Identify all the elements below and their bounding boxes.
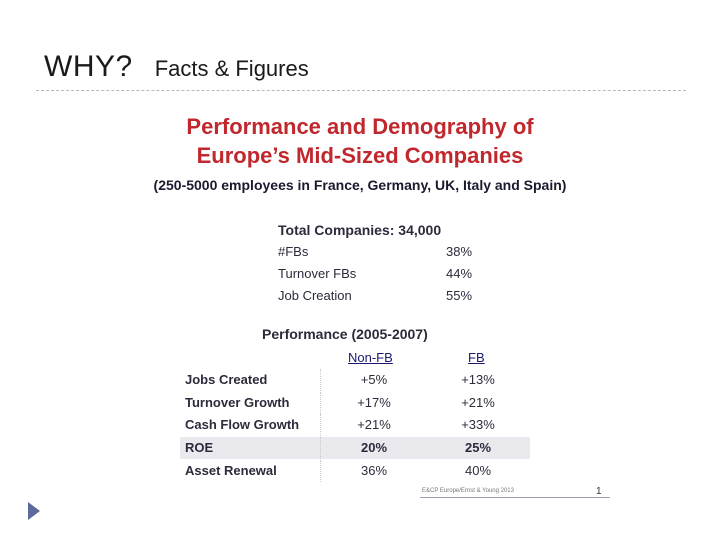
table-row <box>180 414 530 436</box>
column-separator <box>320 437 321 459</box>
table-row <box>180 460 530 482</box>
figure-title-line-1: Performance and Demography of <box>186 114 534 139</box>
figure-scope: (250-5000 employees in France, Germany, UK, Italy and Spain) <box>153 177 567 193</box>
table-row <box>180 392 530 414</box>
fb-value: 40% <box>464 463 492 478</box>
stat-value: 38% <box>446 244 473 259</box>
row-label: Cash Flow Growth <box>185 417 300 432</box>
slide-subheading: Facts & Figures <box>154 56 309 81</box>
stat-row <box>278 244 478 259</box>
stat-label: Job Creation <box>278 288 352 303</box>
row-label: ROE <box>185 440 214 455</box>
table-row <box>180 369 530 391</box>
figure-title <box>120 112 600 170</box>
non-fb-value: 36% <box>360 463 388 478</box>
fb-value: +13% <box>461 372 495 387</box>
stat-label: #FBs <box>278 244 309 259</box>
row-label: Jobs Created <box>185 372 268 387</box>
table-row-highlighted <box>180 437 530 459</box>
header-divider <box>36 90 686 91</box>
stat-row <box>278 288 478 303</box>
stat-value: 44% <box>446 266 473 281</box>
fb-value: 25% <box>464 440 492 455</box>
column-separator <box>320 414 321 436</box>
fb-value: +33% <box>461 417 495 432</box>
stat-label: Turnover FBs <box>278 266 357 281</box>
page-number: 1 <box>596 486 602 497</box>
slide-heading: WHY? <box>44 50 133 83</box>
non-fb-value: 20% <box>360 440 388 455</box>
column-separator <box>320 369 321 391</box>
column-header-non-fb: Non-FB <box>348 350 393 365</box>
stat-row <box>278 266 478 281</box>
slide-header <box>44 50 309 84</box>
stat-value: 55% <box>446 288 473 303</box>
row-label: Turnover Growth <box>185 395 290 410</box>
non-fb-value: +17% <box>357 395 391 410</box>
performance-heading: Performance (2005-2007) <box>262 326 428 342</box>
triangle-bullet-icon <box>28 502 40 520</box>
non-fb-value: +21% <box>357 417 391 432</box>
source-note: E&CP Europe/Ernst & Young 2013 <box>422 488 514 494</box>
column-separator <box>320 460 321 482</box>
total-companies: Total Companies: 34,000 <box>278 222 442 238</box>
non-fb-value: +5% <box>360 372 388 387</box>
footer-rule <box>420 497 610 498</box>
row-label: Asset Renewal <box>185 463 277 478</box>
column-separator <box>320 392 321 414</box>
fb-value: +21% <box>461 395 495 410</box>
column-header-fb: FB <box>468 350 485 365</box>
figure-title-line-2: Europe’s Mid-Sized Companies <box>196 143 524 168</box>
